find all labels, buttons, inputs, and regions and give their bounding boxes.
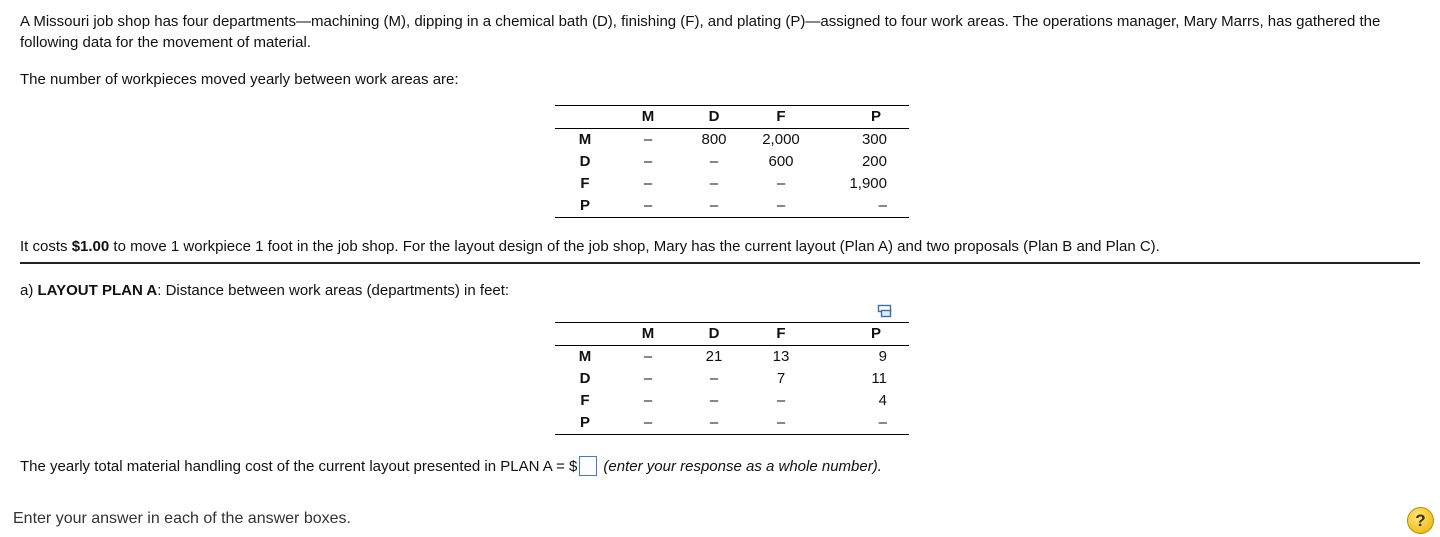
table-row — [555, 412, 909, 435]
row-header: D — [579, 153, 591, 170]
table-row — [555, 173, 909, 195]
cost-statement — [20, 236, 1160, 257]
table-cell: 1,900 — [849, 175, 887, 192]
table-cell: – — [643, 175, 653, 192]
table-cell: 800 — [701, 131, 727, 148]
cost-prefix: It costs — [20, 238, 72, 255]
table-row — [555, 129, 909, 152]
distance-table — [555, 322, 909, 435]
table-header-row — [555, 106, 909, 129]
table-cell: – — [643, 153, 653, 170]
table-cell: – — [709, 153, 719, 170]
table-row — [555, 346, 909, 369]
help-icon[interactable]: ? — [1407, 507, 1434, 534]
table-row — [555, 195, 909, 218]
column-header: F — [747, 106, 815, 129]
table-row — [555, 151, 909, 173]
answer-line — [20, 456, 882, 478]
table-cell: – — [747, 412, 815, 435]
column-header: F — [747, 323, 815, 346]
column-header: M — [615, 106, 681, 129]
section-divider — [20, 262, 1420, 264]
table-row — [555, 368, 909, 390]
row-header: F — [580, 392, 590, 409]
column-header: P — [815, 106, 909, 129]
table-cell: – — [615, 195, 681, 218]
table-cell: 21 — [705, 348, 723, 365]
table-cell: – — [709, 370, 719, 387]
table-cell: – — [747, 195, 815, 218]
table-cell: – — [643, 392, 653, 409]
table-cell: – — [643, 131, 653, 148]
plan-a-cost-input[interactable] — [579, 456, 597, 476]
plan-a-title: LAYOUT PLAN A — [37, 282, 158, 299]
table-cell: 200 — [861, 153, 887, 170]
table-cell: – — [776, 392, 786, 409]
cost-suffix: to move 1 workpiece 1 foot in the job shop. For the layout design of the job shop, Mary has the current layout (Plan A) and two proposals (Plan B and Plan C). — [109, 238, 1160, 255]
table-header-row — [555, 323, 909, 346]
copy-icon[interactable] — [877, 304, 893, 318]
table-cell: 9 — [878, 348, 887, 365]
row-header: F — [580, 175, 590, 192]
workpiece-flow-table — [555, 105, 909, 218]
row-header: P — [555, 412, 615, 435]
flow-table-caption: The number of workpieces moved yearly between work areas are: — [20, 71, 459, 88]
plan-a-heading — [20, 280, 509, 301]
problem-intro: A Missouri job shop has four departments—machining (M), dipping in a chemical bath (D), finishing (F), and plating (P)—assigned to four work areas. The operations manager, Mary Marrs, has gathered the following data for the movement of material. — [20, 13, 1381, 51]
table-row — [555, 390, 909, 412]
table-cell: – — [815, 195, 909, 218]
table-cell: 7 — [776, 370, 786, 387]
table-cell: – — [709, 392, 719, 409]
table-cell: 11 — [871, 370, 887, 387]
table-cell: – — [643, 370, 653, 387]
answer-prompt: The yearly total material handling cost of the current layout presented in PLAN A = $ — [20, 458, 578, 475]
column-header: P — [815, 323, 909, 346]
answer-hint: (enter your response as a whole number). — [603, 458, 882, 475]
table-cell: – — [643, 348, 653, 365]
table-cell: 2,000 — [762, 131, 800, 148]
table-cell: 13 — [772, 348, 790, 365]
table-cell: 600 — [768, 153, 794, 170]
table-cell: – — [709, 175, 719, 192]
column-header: D — [681, 106, 747, 129]
column-header: D — [681, 323, 747, 346]
table-cell: – — [681, 195, 747, 218]
row-header: M — [578, 131, 592, 148]
row-header: D — [579, 370, 591, 387]
footer-instructions: Enter your answer in each of the answer boxes. — [13, 510, 351, 527]
cost-amount: $1.00 — [71, 238, 110, 255]
column-header: M — [615, 323, 681, 346]
row-header: M — [578, 348, 592, 365]
table-cell: – — [815, 412, 909, 435]
table-cell: 4 — [878, 392, 887, 409]
plan-a-suffix: : Distance between work areas (departments) in feet: — [157, 282, 510, 299]
table-cell: – — [681, 412, 747, 435]
row-header: P — [555, 195, 615, 218]
table-cell: – — [776, 175, 786, 192]
table-cell: – — [615, 412, 681, 435]
plan-a-prefix: a) — [20, 282, 38, 299]
table-cell: 300 — [861, 131, 887, 148]
